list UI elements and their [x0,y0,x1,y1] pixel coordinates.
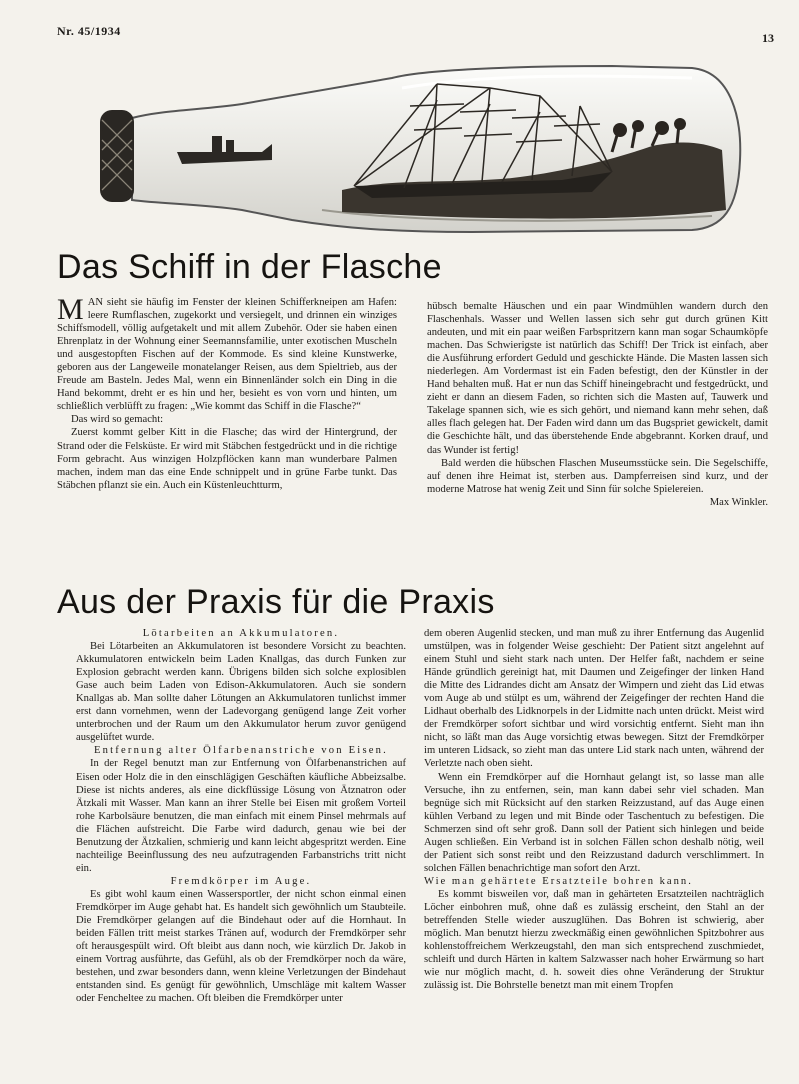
article-column-4 [424,627,764,992]
subheading: Fremdkörper im Auge. [170,875,312,887]
article-paragraph: Das wird so gemacht: [71,414,164,426]
subheading: Entfernung alter Ölfarbenanstriche von Eisen. [93,745,389,757]
article-column-2 [427,300,768,509]
article-paragraph: Bei Lötarbeiten an Akkumulatoren ist besondere Vorsicht zu beachten. Akkumulatoren entwickeln beim Laden Knallgas, das durch Funken zur Explosion gebracht werden kann. Übrigens bilden sich solche explosiblen Gase auch beim Laden von Edison-Akkumulatoren. Auch sie sondern Knallgas ab. Man sollte daher Lötungen an Akkumulatoren tunlichst immer erst dann vornehmen, wenn der Ladevorgang genügend lange Zeit vorher unterbrochen und der Raum um den Akkumulator herum zuvor genügend ausgelüftet wurde. [76,641,406,744]
cork-icon [100,110,134,202]
drop-cap: M [57,293,84,326]
subheading: Lötarbeiten an Akkumulatoren. [142,628,340,639]
author-signature: Max Winkler. [709,496,768,508]
subheading: Wie man gehärtete Ersatzteile bohren kann. [424,875,693,887]
article-column-1 [57,293,397,492]
page-number: 13 [762,31,774,45]
article-paragraph: hübsch bemalte Häuschen und ein paar Windmühlen wandern durch den Flaschenhals. Wasser und Wellen lassen sich sehr gut durch grünen Kitt andeuten, und mit ein paar weißen Farbspritzern kann man sogar Schaumköpfe machen. Das Schwierigste ist natürlich das Schiff! Der Trick ist einfach, aber die Ausführung erfordert Geduld und geschickte Hände. Die Masten lassen sich niederlegen. Am Vordermast ist ein Faden befestigt, den der Künstler in der Hand behalten muß. Hat er nun das Schiff hineingebracht und festgedrückt, und zieht er dann an diesem Faden, so richten sich die Masten auf, Tauwerk und Takelage spannen sich, wie es sich gehört, und niemand kann mehr sehen, daß alles flach gelegen hat. Der Faden wird dann um das Bugspriet gewickelt, damit die Geschichte hält, und das überstehende Ende abgebrannt. Korken drauf, und das Wunder ist fertig! [427,301,768,456]
article-paragraph: Es kommt bisweilen vor, daß man in gehärteten Ersatzteilen nachträglich Löcher einbohren muß, ohne daß es zulässig erscheint, den Stahl an der betreffenden Stelle wieder auszuglühen. Das Bohren ist schwierig, aber möglich. Man benutzt hierzu zweckmäßig einen gewöhnlichen Spitzbohrer aus kohlenstoffreichem Werkzeugstahl, den man sich entsprechend zuschmiedet, schleift und durch Härten in kaltem Salzwasser nach hoher Erwärmung so hart wie nur möglich macht, d. h. soweit dies ohne Veränderung der Struktur zulässig ist. Die Bohrstelle benetzt man mit einem Tropfen [424,888,764,992]
section-title: Aus der Praxis für die Praxis [57,583,495,621]
article-paragraph: In der Regel benutzt man zur Entfernung von Ölfarbenanstrichen auf Eisen oder Holz die in den einschlägigen Geschäften käufliche Abbeizsalbe. Diese ist nichts anderes, als eine dickflüssige Lösung von Ätznatron oder Ätzkali mit Wasser. Man kann an ihrer Stelle bei Eisen mit großem Vorteil rohe Karbolsäure benutzen, die man einfach mit einem Pinsel mehrmals auf die Flächen aufstreicht. Die Farbe wird dadurch, genau wie bei der Benutzung der Ätzkalien, schmierig und kann leicht abgespritzt werden. Eine nachteilige Beeinflussung des neu aufzutragenden Farbanstrichs tritt nicht ein. [76,758,406,874]
article-paragraph: Es gibt wohl kaum einen Wassersportler, der nicht schon einmal einen Fremdkörper im Auge gehabt hat. Es handelt sich gewöhnlich um Staubteile. Die Fremdkörper gelangen auf die Bindehaut oder auf die Hornhaut. In beiden Fällen tritt meist starkes Tränen auf, wodurch der Fremdkörper sehr oft herausgespült wird. Oft bleibt aus dann noch, wie kürzlich Dr. Jakob in einem Vortrag ausführte, das Gefühl, als ob der Fremdkörper noch da wäre, bestehen, und zwar besonders dann, wenn kleine Verletzungen der Bindehaut entstanden sind. Es genügt für gewöhnlich, Umschläge mit kaltem Wasser oder Fencheltee zu machen. Oft bleiben die Fremdkörper unter [76,888,406,1005]
issue-number: Nr. 45/1934 [57,24,121,38]
article-paragraph: AN sieht sie häufig im Fenster der kleinen Schifferkneipen am Hafen: leere Rumflaschen, zugekorkt und versiegelt, und drinnen ein winziges Schiffsmodell, völlig aufgetakelt und mit allem Zubehör. Oder sie haben einen Ehrenplatz in der Wohnung einer Seemannsfamilie, unter exotischen Muscheln und ausgestopften Fischen auf der Kommode. Es sind kleine Kunstwerke, geboren aus der Langeweile monatelanger Reisen, aus dem Spieltrieb, aus der Freude am Basteln. Jedes Mal, wenn ein Binnenländer solch ein Ding in die Hand bekommt, dreht er es hin und her, besieht es von vorn und hinten, um schließlich verblüfft zu fragen: „Wie kommt das Schiff in die Flasche?“ [57,297,397,413]
ship-in-bottle-illustration [92,60,742,235]
article-paragraph: dem oberen Augenlid stecken, und man muß zu ihrer Entfernung das Augenlid umstülpen, was in folgender Weise geschieht: Der Patient sitzt angelehnt auf einem Stuhl und sieht stark nach unten. Der Helfer faßt, nachdem er seine Hände gründlich gereinigt hat, mit Daumen und Zeigefinger der linken Hand die Mitte des Lidrandes dicht am Ansatz der Wimpern und zieht das Lid etwas vom Auge ab und stülpt es um, während der Zeigefinger der rechten Hand die Lidhaut oberhalb des Lidknorpels in der Lidmitte nach unten drückt. Meist wird der Fremdkörper sofort sichtbar und wird vorsichtig entfernt. Sieht man ihn nicht, so läßt man das Auge vorsichtig etwas bewegen. Sitzt der Fremdkörper im unteren Lidsack, so zieht man das untere Lid stark nach unten, während der Verletzte nach oben sieht. [424,628,764,770]
article-column-3 [76,627,406,1005]
article-paragraph: Wenn ein Fremdkörper auf die Hornhaut gelangt ist, so lasse man alle Versuche, ihn zu entfernen, sein, man kann dabei sehr viel schaden. Man begnüge sich mit Rücksicht auf den starken Reizzustand, auf das Auge einen kühlen Verband zu legen und mit Binde oder Taschentuch zu befestigen. Die Schmerzen sind oft sehr groß. Dann soll der Patient sich hinlegen und beide Augen schließen. Ein Verband ist in solchen Fällen schon deshalb nötig, weil der Patient sich sonst reibt und den Reizzustand dadurch verschlimmert. In solchen Fällen benachrichtige man sofort den Arzt. [424,771,764,874]
article-title: Das Schiff in der Flasche [57,248,442,286]
article-paragraph: Zuerst kommt gelber Kitt in die Flasche; das wird der Hintergrund, der Strand oder die Felsküste. Er wird mit Stäbchen festgedrückt und in die richtige Form gebracht. Aus winzigen Holzpflöcken kann man wunderbare Palmen machen, indem man das eine Ende schnippelt und in grüne Farbe tunkt. Das Stäbchen pflanzt sie ein. Auch ein Küstenleuchtturm, [57,427,397,491]
article-paragraph: Bald werden die hübschen Flaschen Museumsstücke sein. Die Segelschiffe, auf denen ihre Heimat ist, sterben aus. Dampferreisen sind kurz, und der moderne Matrose hat wenig Zeit und Sinn für solche Spielereien. Max Winkler. [427,457,768,508]
